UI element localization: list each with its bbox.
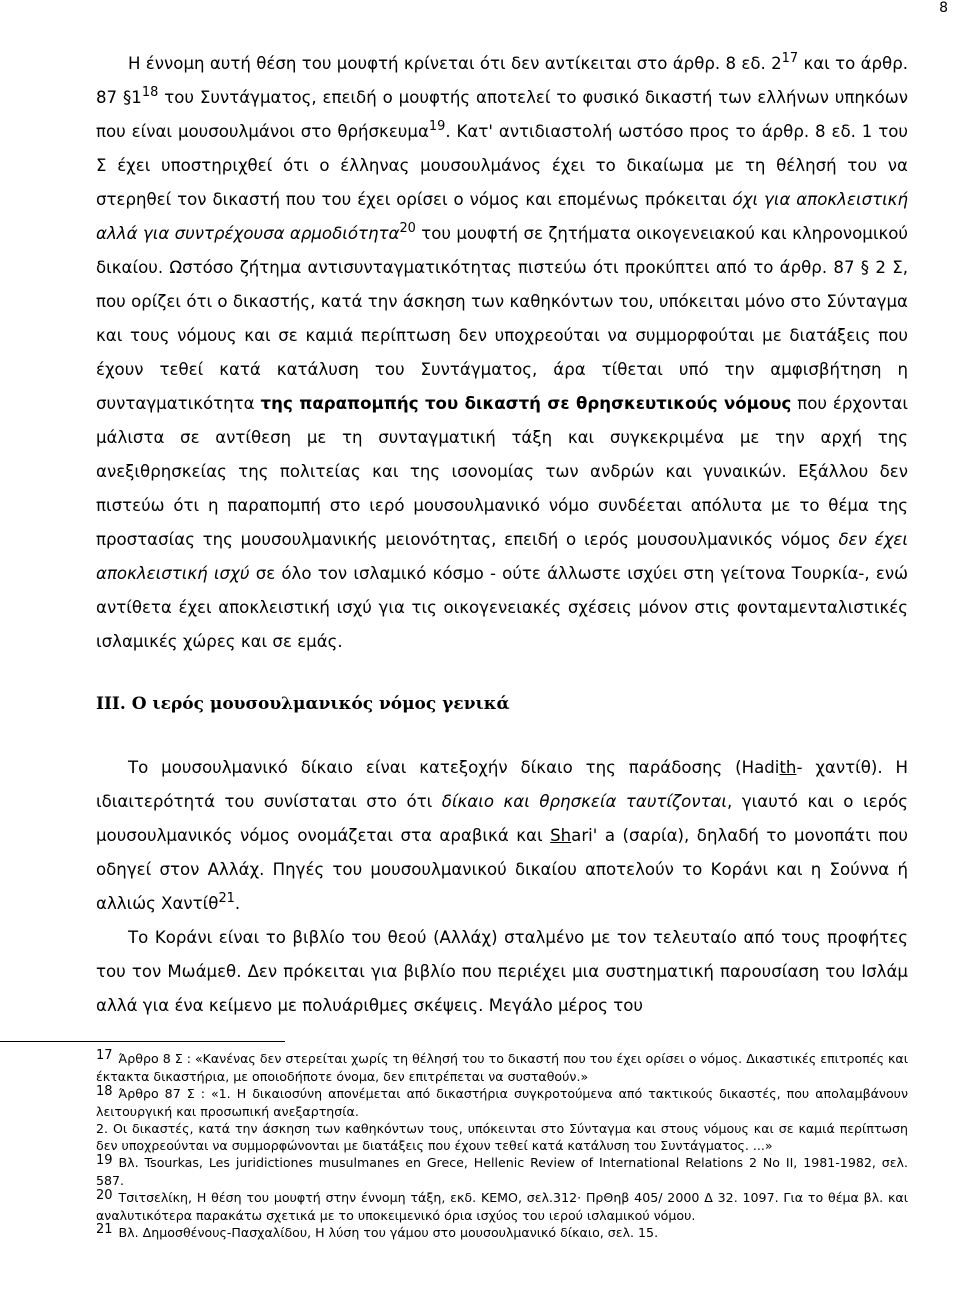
footnote-19: 19 Βλ. Tsourkas, Les juridictiones musulmanes en Grece, Hellenic Review of International Relations 2 No II, 1981-1982, σελ. 587. xyxy=(96,1153,908,1188)
footnote-ref-18[interactable]: 18 xyxy=(141,84,159,100)
footnote-20: 20 Τσιτσελίκη, Η θέση του μουφτή στην έννομη τάξη, εκδ. ΚΕΜΟ, σελ.312· ΠρΘηβ 405/ 2000 Δ 32. 1097. Για το θέμα βλ. και αναλυτικότερα παρακάτω σχετικά με το υποκειμενικό όρια ισχύος του ιερού ισλαμικού νόμου. xyxy=(96,1188,908,1223)
main-text xyxy=(96,47,908,1023)
footnote-ref-20[interactable]: 20 xyxy=(399,220,416,236)
paragraph-islamic-law: Το μουσουλμανικό δίκαιο είναι κατεξοχήν δίκαιο της παράδοσης (Hadith- χαντίθ). Η ιδιαιτερότητά του συνίσταται στο ότι δίκαιο και θρησκεία ταυτίζονται, γιαυτό και ο ιερός μουσουλμανικός νόμος ονομάζεται στα αραβικά και Shari' a (σαρία), δηλαδή το μονοπάτι που οδηγεί στον Αλλάχ. Πηγές του μουσουλμανικού δικαίου αποτελούν το Κοράνι και η Σούννα ή αλλιώς Χαντίθ$^{21}$. xyxy=(96,758,908,913)
footnote-21: 21 Βλ. Δημοσθένους-Πασχαλίδου, Η λύση του γάμου στο μουσουλμανικό δίκαιο, σελ. 15. xyxy=(96,1222,659,1240)
footnote-17: 17 Άρθρο 8 Σ : «Κανένας δεν στερείται χωρίς τη θέλησή του το δικαστή που του έχει ορίσει ο νόμος. Δικαστικές επιτροπές και έκτακτα δικαστήρια, με οποιοδήποτε όνομα, δεν επιτρέπεται να συσταθούν.» xyxy=(96,1048,908,1084)
footnote-divider xyxy=(0,1041,285,1042)
page-number: 8 xyxy=(939,0,948,16)
footnote-ref-19[interactable]: 19 xyxy=(428,118,446,134)
italic-phrase: δεν έχει αποκλειστική ισχύ xyxy=(96,530,908,583)
paragraph-koran: Το Κοράνι είναι το βιβλίο του θεού (Αλλάχ) σταλμένο με τον τελευταίο από τους προφήτες του τον Μωάμεθ. Δεν πρόκειται για βιβλίο που περιέχει μια συστηματική παρουσίαση του Ισλάμ αλλά για ένα κείμενο με πολυάριθμες σκέψεις. Μεγάλο μέρος του xyxy=(96,928,908,1015)
bold-phrase: της παραπομπής του δικαστή σε θρησκευτικούς νόμους xyxy=(260,394,792,413)
footnote-18-continued: 2. Οι δικαστές, κατά την άσκηση των καθηκόντων τους, υπόκεινται στο Σύνταγμα και στους νόμους και σε καμιά περίπτωση δεν υποχρεούνται να συμμορφώνονται με διατάξεις που έχουν τεθεί κατά κατάλυση του Συντάγματος. ...» xyxy=(96,1121,908,1153)
paragraph-muftis-jurisdiction: Η έννομη αυτή θέση του μουφτή κρίνεται ότι δεν αντίκειται στο άρθρ. 8 εδ. $2^{17}$ και το άρθρ. 87 $\S 1^{18}$ του Συντάγματος, επειδή ο μουφτής αποτελεί το φυσικό δικαστή των ελλήνων υπηκόων που είναι μουσουλμάνοι στο θρήσκευμα$^{19}$. Κατ' αντιδιαστολή ωστόσο προς το άρθρ. 8 εδ. 1 του Σ έχει υποστηριχθεί ότι ο έλληνας μουσουλμάνος έχει το δικαίωμα με τη θέλησή του να στερηθεί τον δικαστή που του έχει ορίσει ο νόμος και επομένως πρόκειται όχι για αποκλειστική αλλά για συντρέχουσα αρμοδιότητα$^{20}$ του μουφτή σε ζητήματα οικογενειακού και κληρονομικού δικαίου. Ωστόσο ζήτημα αντισυνταγματικότητας πιστεύω ότι προκύπτει από το άρθρ. 87 § 2 Σ, που ορίζει ότι ο δικαστής, κατά την άσκηση των καθηκόντων του, υπόκειται μόνο στο Σύνταγμα και τους νόμους και σε καμιά περίπτωση δεν υποχρεούται να συμμορφούται με διατάξεις που έχουν τεθεί κατά κατάλυση του Συντάγματος, άρα τίθεται υπό την αμφισβήτηση η συνταγματικότητα της παραπομπής του δικαστή σε θρησκευτικούς νόμους που έρχονται μάλιστα σε αντίθεση με τη συνταγματική τάξη και συγκεκριμένα με την αρχή της ανεξιθρησκείας της πολιτείας και της ισονομίας των ανδρών και γυναικών. Εξάλλου δεν πιστεύω ότι η παραπομπή στο ιερό μουσουλμανικό νόμο συνδέεται απόλυτα με το θέμα της προστασίας της μουσουλμανικής μειονότητας, επειδή ο ιερός μουσουλμανικός νόμος δεν έχει αποκλειστική ισχύ σε όλο τον ισλαμικό κόσμο - ούτε άλλωστε ισχύει στη γείτονα Τουρκία-, ενώ αντίθετα έχει αποκλειστική ισχύ για τις οικογενειακές σχέσεις μόνον στις φονταμενταλιστικές ισλαμικές χώρες και σε εμάς. xyxy=(96,50,909,651)
italic-phrase: όχι για αποκλειστική αλλά για συντρέχουσα αρμοδιότητα xyxy=(96,190,908,243)
footnote-18: 18 Άρθρο 87 Σ : «1. Η δικαιοσύνη απονέμεται από δικαστήρια συγκροτούμενα από τακτικούς δικαστές, που απολαμβάνουν λειτουργική και προσωπική ανεξαρτησία. xyxy=(96,1084,908,1119)
section-heading: III. Ο ιερός μουσουλμανικός νόμος γενικά xyxy=(96,694,510,714)
footnote-ref-21[interactable]: 21 xyxy=(218,890,235,906)
italic-phrase: δίκαιο και θρησκεία ταυτίζονται xyxy=(441,792,728,811)
footnote-ref-17[interactable]: 17 xyxy=(781,50,799,66)
footnotes xyxy=(96,1050,908,1242)
